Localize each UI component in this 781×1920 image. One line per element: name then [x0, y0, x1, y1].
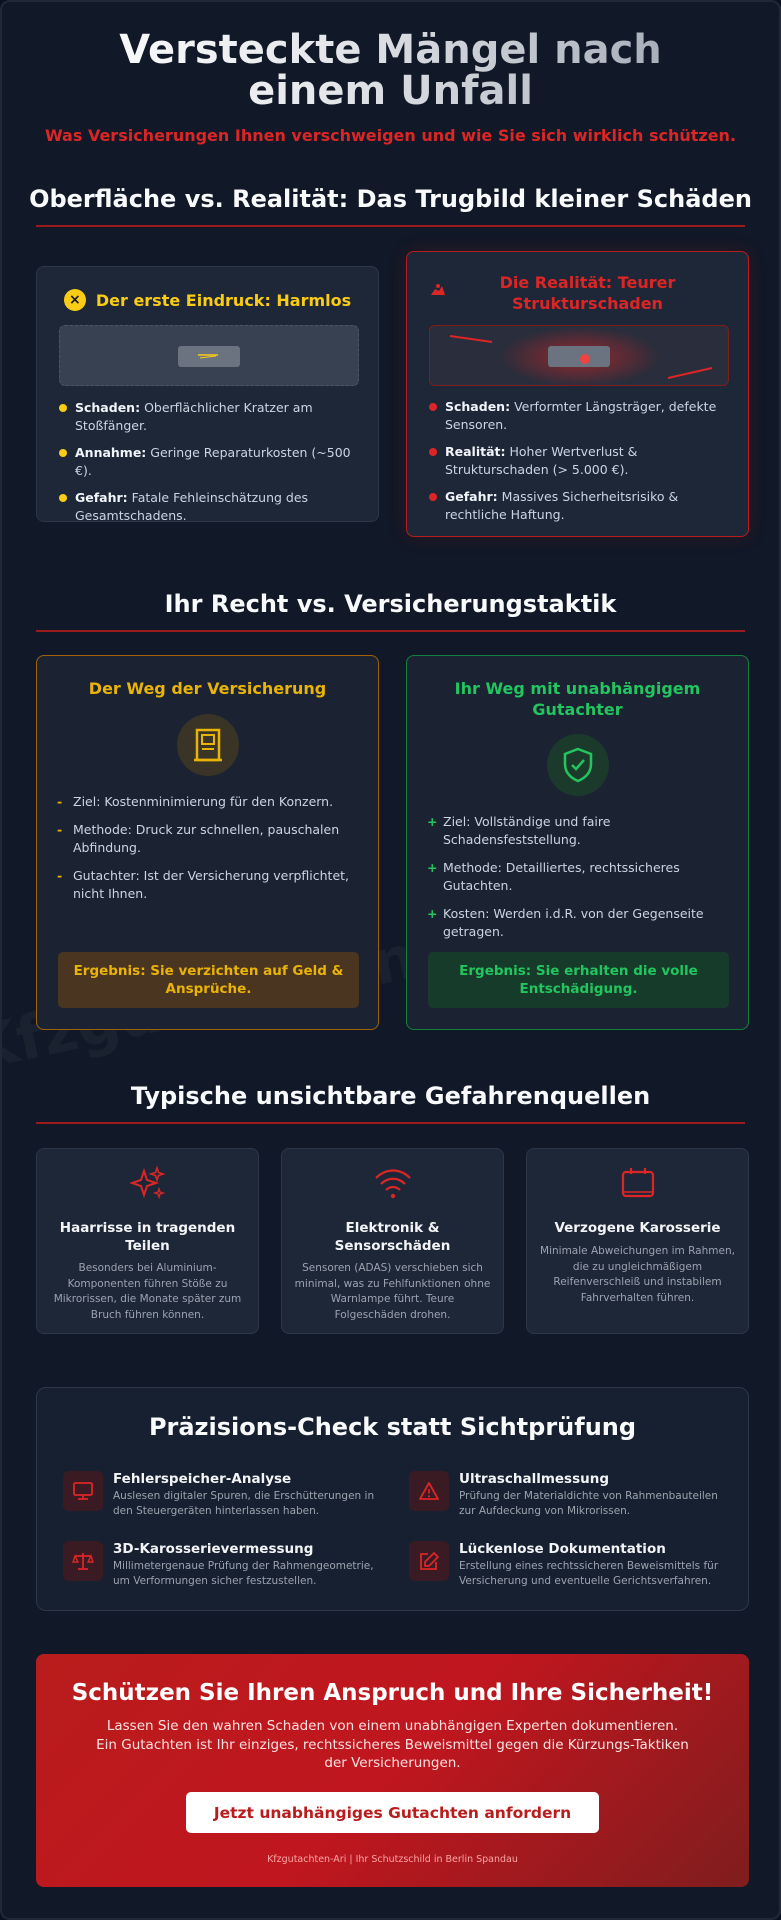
sparkles-icon [37, 1165, 258, 1201]
list-item: + Ziel: Vollständige und faire Schadensfeststellung. [427, 814, 611, 847]
first-impression-card [36, 266, 379, 522]
section-divider [36, 225, 745, 227]
list-item: - Ziel: Kostenminimierung für den Konzern. [57, 794, 334, 809]
section-divider [36, 1122, 745, 1124]
hazard-title: Verzogene Karosserie [554, 1220, 721, 1236]
list-item: Gefahr: Massives Sicherheitsrisiko & rechtliche Haftung. [429, 488, 734, 524]
check-item-3d-measurement [63, 1541, 383, 1589]
list-item: - Methode: Druck zur schnellen, pauschalen Abfindung. [57, 822, 340, 855]
check-title: Fehlerspeicher-Analyse [113, 1471, 292, 1487]
section-title: Typische unsichtbare Gefahrenquellen [130, 1082, 651, 1110]
first-impression-list [59, 399, 364, 534]
list-item: Gefahr: Fatale Fehleinschätzung des Gesamtschadens. [59, 489, 364, 525]
independent-path-card [406, 655, 749, 1030]
wifi-icon [282, 1165, 503, 1201]
check-text: Erstellung eines rechtssicheren Beweismittels für Versicherung und eventuelle Gerichtsverfahren. [459, 1560, 719, 1587]
hazard-card-warped-body [526, 1148, 749, 1334]
card-heading [37, 289, 378, 311]
cta-footer: Kfzgutachten-Ari | Ihr Schutzschild in Berlin Spandau [267, 1854, 518, 1865]
reality-card [406, 251, 749, 537]
section-divider [36, 630, 745, 632]
section-surface-vs-reality [2, 185, 779, 227]
section-title: Präzisions-Check statt Sichtprüfung [148, 1413, 637, 1441]
request-appraisal-button[interactable]: Jetzt unabhängiges Gutachten anfordern [186, 1792, 599, 1833]
hazard-title: Elektronik & Sensorschäden [334, 1220, 451, 1254]
list-item: Schaden: Oberflächlicher Kratzer am Stoßfänger. [59, 399, 364, 435]
hazard-text: Besonders bei Aluminium-Komponenten führen Stöße zu Mikrorissen, die Monate später zum Bruch führen können. [53, 1262, 242, 1321]
section-title: Ihr Recht vs. Versicherungstaktik [164, 590, 617, 618]
card-heading: Der Weg der Versicherung [88, 679, 327, 698]
car-crash-icon [429, 282, 447, 302]
check-item-documentation [409, 1541, 729, 1589]
list-item: - Gutachter: Ist der Versicherung verpflichtet, nicht Ihnen. [57, 868, 350, 901]
independent-list [427, 813, 732, 951]
frame-icon [527, 1165, 748, 1201]
edit-icon [409, 1541, 449, 1581]
hazard-text: Sensoren (ADAS) verschieben sich minimal, was zu Fehlfunktionen ohne Warnlampe führt. Teure Folgeschäden drohen. [294, 1262, 491, 1321]
independent-result-badge: Ergebnis: Sie erhalten die volle Entschädigung. [428, 952, 729, 1008]
structural-damage-preview [429, 325, 729, 386]
list-item: Realität: Hoher Wertverlust & Strukturschaden (> 5.000 €). [429, 443, 734, 479]
warning-icon [409, 1471, 449, 1511]
door-icon [177, 714, 239, 776]
check-text: Millimetergenaue Prüfung der Rahmengeometrie, um Verformungen sicher festzustellen. [113, 1560, 374, 1587]
shield-check-icon [547, 734, 609, 796]
scale-icon [63, 1541, 103, 1581]
hazard-title: Haarrisse in tragenden Teilen [59, 1220, 236, 1254]
hazard-card-hairline-cracks [36, 1148, 259, 1334]
car-bumper-scratch-icon [60, 326, 359, 386]
x-circle-icon: × [64, 289, 86, 311]
check-item-fault-memory [63, 1471, 383, 1519]
check-text: Prüfung der Materialdichte von Rahmenbauteilen zur Aufdeckung von Mikrorissen. [459, 1490, 718, 1517]
list-item: + Kosten: Werden i.d.R. von der Gegenseite getragen. [427, 906, 704, 939]
section-rights-vs-tactics [2, 590, 779, 632]
card-heading-text: Der erste Eindruck: Harmlos [95, 290, 352, 310]
insurer-path-card [36, 655, 379, 1030]
check-title: 3D-Karosserievermessung [113, 1541, 314, 1557]
card-heading: Die Realität: Teurer Strukturschaden [499, 273, 676, 313]
list-item: Annahme: Geringe Reparaturkosten (~500 €). [59, 444, 364, 480]
cta-title: Schützen Sie Ihren Anspruch und Ihre Sicherheit! [71, 1680, 714, 1706]
cta-text: Lassen Sie den wahren Schaden von einem unabhängigen Experten dokumentieren. Ein Gutachten ist Ihr einziges, rechtssicheres Beweismittel gegen die Kürzungs-Taktiken der Versicherungen. [96, 1718, 689, 1771]
list-item: + Methode: Detailliertes, rechtssicheres Gutachten. [427, 860, 680, 893]
check-text: Auslesen digitaler Spuren, die Erschütterungen in den Steuergeräten hinterlassen haben. [113, 1490, 375, 1517]
monitor-icon [63, 1471, 103, 1511]
check-item-ultrasound [409, 1471, 729, 1519]
page-subtitle: Was Versicherungen Ihnen verschweigen und wie Sie sich wirklich schützen. [44, 126, 737, 145]
insurer-result-badge: Ergebnis: Sie verzichten auf Geld & Ansprüche. [58, 952, 359, 1008]
card-heading: Ihr Weg mit unabhängigem Gutachter [454, 679, 701, 719]
section-title: Oberfläche vs. Realität: Das Trugbild kleiner Schäden [29, 185, 752, 213]
hazard-card-electronics [281, 1148, 504, 1334]
car-damage-icon [430, 326, 729, 386]
page-header [2, 2, 779, 145]
page-title: Versteckte Mängel nach einem Unfall [46, 30, 736, 112]
precision-check-panel [36, 1387, 749, 1611]
scratch-preview [59, 325, 359, 386]
reality-list [429, 398, 734, 533]
list-item: Schaden: Verformter Längsträger, defekte Sensoren. [429, 398, 734, 434]
cta-banner [36, 1654, 749, 1887]
insurer-list [57, 793, 362, 913]
check-title: Lückenlose Dokumentation [459, 1541, 666, 1557]
check-title: Ultraschallmessung [459, 1471, 610, 1487]
hazard-text: Minimale Abweichungen im Rahmen, die zu ungleichmäßigem Reifenverschleiß und instabilem Fahrverhalten führen. [540, 1245, 735, 1304]
section-hidden-hazards [2, 1082, 779, 1124]
